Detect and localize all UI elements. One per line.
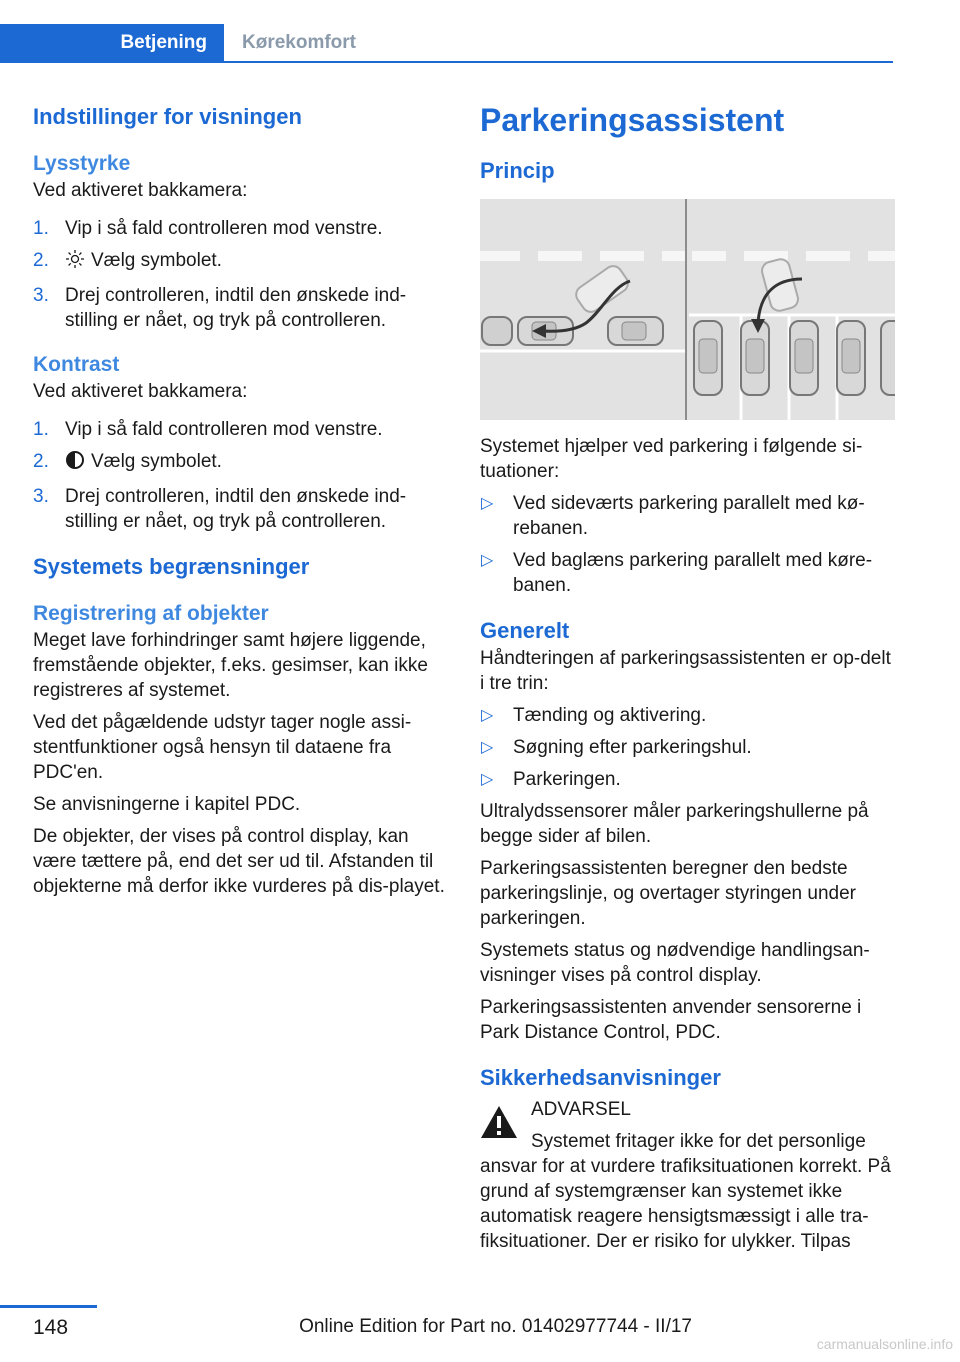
triangle-bullet-icon: ▷ bbox=[481, 707, 494, 724]
list-item: 1. Vip i så fald controlleren mod venstre. bbox=[33, 218, 383, 239]
list-item: ▷ Tænding og aktivering. bbox=[481, 705, 707, 726]
triangle-bullet-icon: ▷ bbox=[481, 771, 494, 788]
paragraph: Systemets status og nødvendige handlingsan-visninger vises på control display. bbox=[480, 940, 870, 986]
principle-bullets bbox=[480, 491, 896, 598]
triangle-bullet-icon: ▷ bbox=[481, 739, 494, 756]
paragraph: Parkeringsassistenten anvender sensorerne i Park Distance Control, PDC. bbox=[480, 997, 862, 1043]
section-title-display-settings: Indstillinger for visningen bbox=[33, 104, 302, 129]
warning-triangle-icon bbox=[480, 1105, 518, 1139]
tab-betjening[interactable]: Betjening bbox=[0, 24, 224, 61]
list-item: 2. Vælg symbolet. bbox=[33, 449, 451, 477]
triangle-bullet-icon: ▷ bbox=[481, 552, 494, 569]
list-item: ▷ Søgning efter parkeringshul. bbox=[481, 737, 752, 758]
section-title-system-limits: Systemets begrænsninger bbox=[33, 554, 310, 579]
subsection-title-general: Generelt bbox=[480, 618, 570, 643]
tab-korekomfort[interactable]: Kørekomfort bbox=[242, 32, 357, 53]
list-item: 2. Vælg symbolet. bbox=[33, 248, 451, 276]
page-title-parking-assistant: Parkeringsassistent bbox=[480, 102, 785, 138]
page-number: 148 bbox=[33, 1316, 69, 1339]
list-item: ▷ Ved baglæns parkering parallelt med køre-banen. bbox=[481, 550, 873, 596]
list-item: ▷ Parkeringen. bbox=[481, 769, 621, 790]
contrast-intro: Ved aktiveret bakkamera: bbox=[33, 381, 248, 402]
list-item: 3. Drej controlleren, indtil den ønskede ind-stilling er nået, og tryk på controlleren. bbox=[33, 285, 407, 331]
paragraph: Se anvisningerne i kapitel PDC. bbox=[33, 794, 301, 815]
general-intro: Håndteringen af parkeringsassistenten er op-delt i tre trin: bbox=[480, 648, 891, 694]
paragraph: Ultralydssensorer måler parkeringshullerne på begge sider af bilen. bbox=[480, 801, 869, 847]
footer-rule bbox=[0, 1305, 97, 1308]
brightness-intro: Ved aktiveret bakkamera: bbox=[33, 180, 248, 201]
general-bullets bbox=[480, 703, 896, 792]
chapter-tab-bar bbox=[0, 24, 893, 63]
left-column bbox=[33, 100, 451, 899]
right-column bbox=[480, 100, 896, 1254]
subsection-title-safety: Sikkerhedsanvisninger bbox=[480, 1065, 721, 1090]
list-item: 3. Drej controlleren, indtil den ønskede ind-stilling er nået, og tryk på controlleren. bbox=[33, 486, 407, 532]
brightness-steps bbox=[33, 216, 451, 333]
paragraph: Meget lave forhindringer samt højere liggende, fremstående objekter, f.eks. gesimser, kan ikke registreres af systemet. bbox=[33, 630, 428, 701]
subsection-title-brightness: Lysstyrke bbox=[33, 152, 131, 175]
warning-label: ADVARSEL bbox=[531, 1099, 631, 1120]
subsection-title-contrast: Kontrast bbox=[33, 353, 120, 376]
paragraph: Ved det pågældende udstyr tager nogle assi-stentfunktioner også hensyn til dataene fra PDC'en. bbox=[33, 712, 412, 783]
principle-intro: Systemet hjælper ved parkering i følgende si-tuationer: bbox=[480, 436, 863, 482]
parking-diagram bbox=[480, 199, 895, 420]
paragraph: De objekter, der vises på control display, kan være tættere på, end det ser ud til. Afstanden til objekterne må derfor ikke vurderes på dis-playet. bbox=[33, 826, 445, 897]
brightness-sun-icon bbox=[65, 249, 85, 276]
contrast-icon bbox=[65, 450, 85, 477]
paragraph: Parkeringsassistenten beregner den bedste parkeringslinje, og overtager styringen under parkeringen. bbox=[480, 858, 856, 929]
watermark: carmanualsonline.info bbox=[816, 1336, 953, 1352]
edition-note: Online Edition for Part no. 01402977744 - II/17 bbox=[299, 1316, 692, 1337]
subsection-title-object-registration: Registrering af objekter bbox=[33, 602, 269, 625]
list-item: 1. Vip i så fald controlleren mod venstre. bbox=[33, 419, 383, 440]
parking-illustration bbox=[480, 199, 895, 420]
contrast-steps bbox=[33, 417, 451, 534]
warning-text: ansvar for at vurdere trafiksituationen korrekt. På grund af systemgrænser kan systemet ikke automatisk reagere hensigtsmæssigt i alle tra-fiksituationer. Der er risiko for ulykker. Tilpas bbox=[480, 1156, 891, 1252]
list-item: ▷ Ved sideværts parkering parallelt med kø-rebanen. bbox=[481, 493, 865, 539]
warning-block bbox=[480, 1097, 896, 1154]
subsection-title-principle: Princip bbox=[480, 158, 555, 183]
warning-first-line: Systemet fritager ikke for det personlige bbox=[531, 1131, 866, 1152]
triangle-bullet-icon: ▷ bbox=[481, 495, 494, 512]
